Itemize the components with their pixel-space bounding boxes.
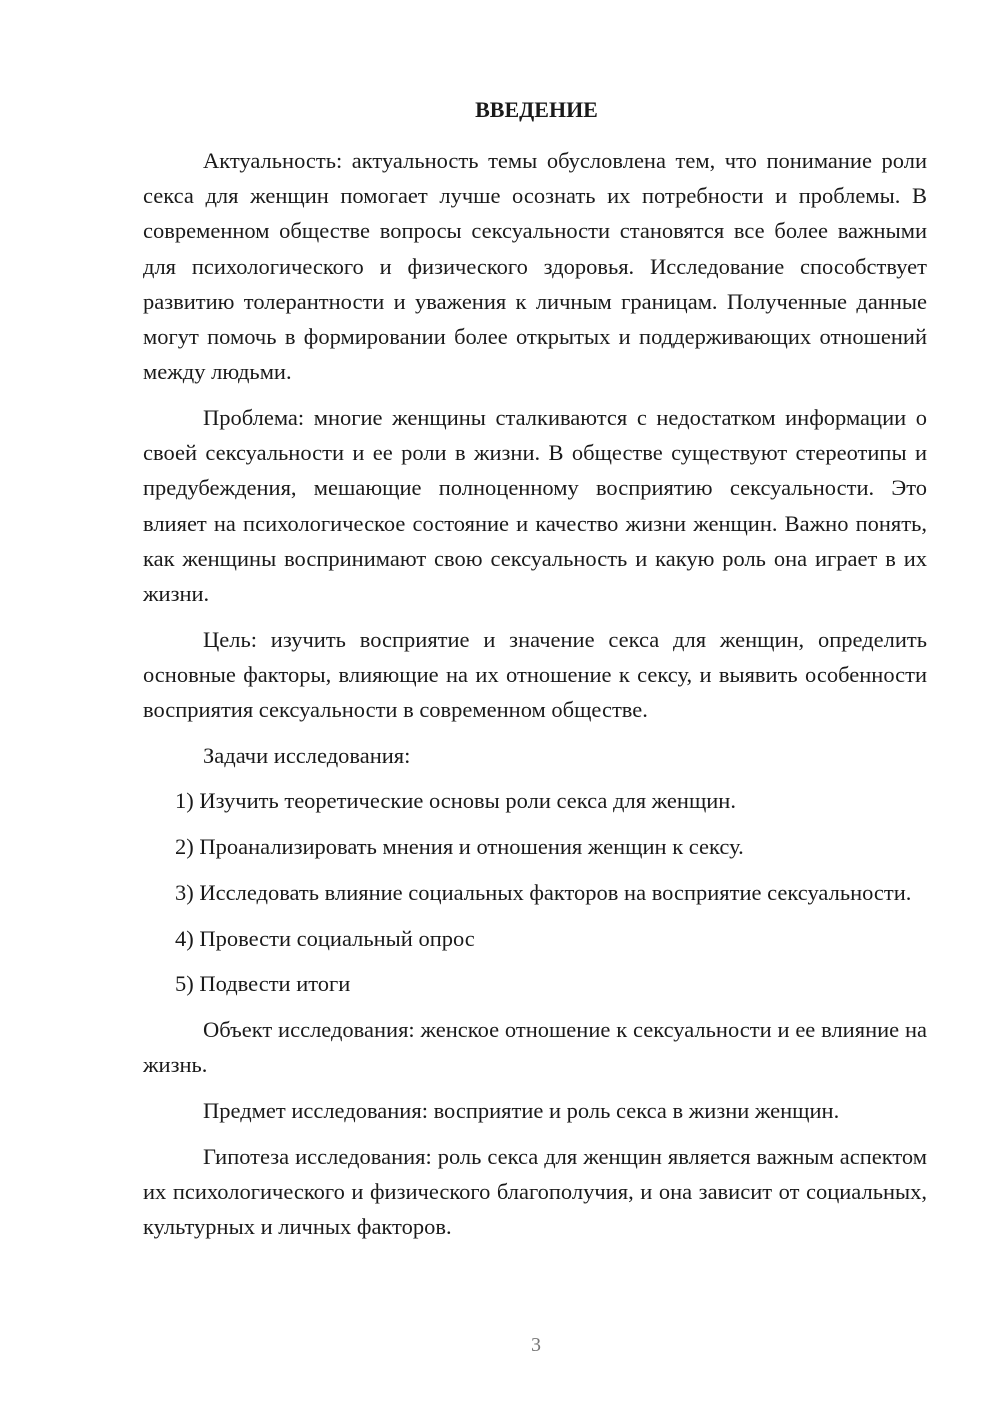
task-item: 3) Исследовать влияние социальных факторов на восприятие сексуальности.	[175, 879, 912, 905]
subject-paragraph: Предмет исследования: восприятие и роль секса в жизни женщин.	[203, 1097, 840, 1123]
tasks-heading: Задачи исследования:	[203, 742, 411, 768]
task-item: 2) Проанализировать мнения и отношения женщин к сексу.	[175, 834, 744, 860]
object-paragraph: Объект исследования: женское отношение к сексуальности и ее влияние на жизнь.	[143, 1016, 927, 1078]
section-title: ВВЕДЕНИЕ	[475, 97, 598, 122]
task-item: 4) Провести социальный опрос	[175, 925, 475, 951]
problem-paragraph: Проблема: многие женщины сталкиваются с недостатком информации о своей сексуальности и ее роли в жизни. В обществе существуют стереотипы и предубеждения, мешающие полноценному восприятию сексуальности. Это влияет на психологическое состояние и качество жизни женщин. Важно понять, как женщины воспринимают свою сексуальность и какую роль она играет в их жизни.	[143, 404, 927, 606]
task-item: 5) Подвести итоги	[175, 971, 351, 997]
hypothesis-paragraph: Гипотеза исследования: роль секса для женщин является важным аспектом их психологического и физического благополучия, и она зависит от социальных, культурных и личных факторов.	[143, 1143, 927, 1239]
relevance-paragraph: Актуальность: актуальность темы обусловлена тем, что понимание роли секса для женщин помогает лучше осознать их потребности и проблемы. В современном обществе вопросы сексуальности становятся все более важными для психологического и физического здоровья. Исследование способствует развитию толерантности и уважения к личным границам. Полученные данные могут помочь в формировании более открытых и поддерживающих отношений между людьми.	[143, 148, 927, 385]
page-content	[143, 92, 927, 1255]
page-number: 3	[531, 1334, 541, 1356]
task-item: 1) Изучить теоретические основы роли секса для женщин.	[175, 788, 736, 814]
goal-paragraph: Цель: изучить восприятие и значение секса для женщин, определить основные факторы, влияющие на их отношение к сексу, и выявить особенности восприятия сексуальности в современном обществе.	[143, 626, 927, 723]
